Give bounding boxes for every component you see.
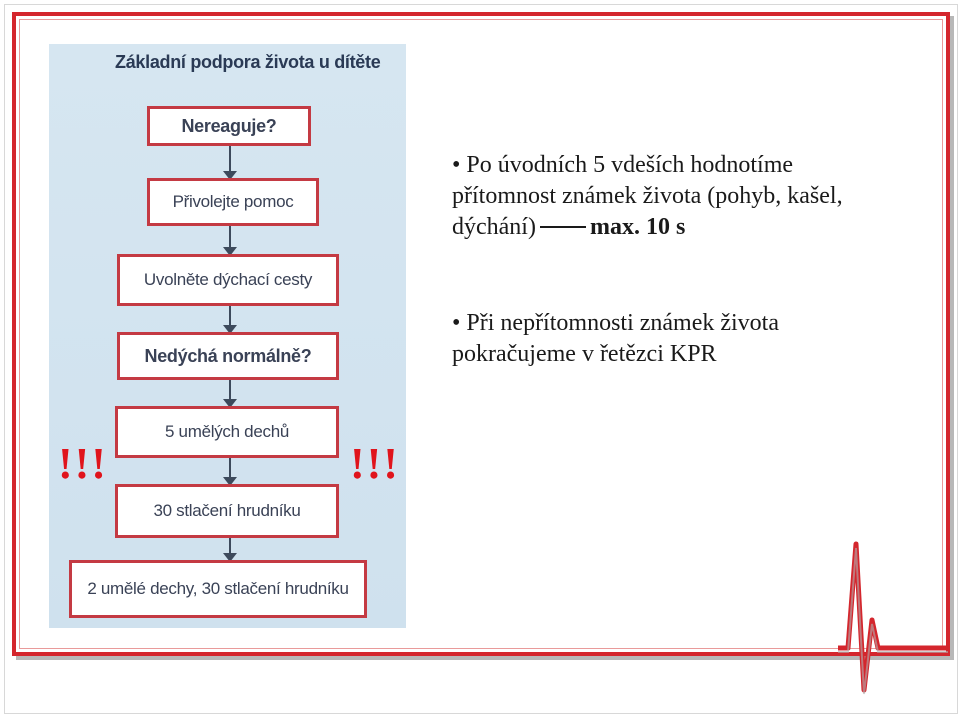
- flow-arrow: [229, 380, 231, 406]
- bullet-dot: •: [452, 310, 461, 336]
- flow-arrow: [229, 306, 231, 332]
- exclamation-left: !!!: [58, 439, 108, 488]
- step-two-breaths-thirty-compressions: 2 umělé dechy, 30 stlačení hrudníku: [69, 560, 367, 618]
- flow-arrow: [229, 538, 231, 560]
- bullet-1-text: Po úvodních 5 vdeších hodnotíme přítomnost známek života (pohyb, kašel, dýchání): [452, 152, 843, 240]
- heartbeat-line-icon: [838, 520, 948, 710]
- bullet-dot: •: [452, 152, 461, 178]
- bullet-1-emphasis: max. 10 s: [589, 214, 686, 240]
- step-not-breathing: Nedýchá normálně?: [117, 332, 339, 380]
- flow-arrow: [229, 458, 231, 484]
- flow-arrow: [229, 226, 231, 254]
- flowchart-panel: [49, 44, 406, 628]
- step-thirty-compressions: 30 stlačení hrudníku: [115, 484, 339, 538]
- flow-arrow: [229, 146, 231, 178]
- bullet-2-text: Při nepřítomnosti známek života pokračujeme v řetězci KPR: [452, 310, 780, 367]
- step-call-help: Přivolejte pomoc: [147, 178, 319, 226]
- exclamation-right: !!!: [350, 439, 400, 488]
- bullet-2: [452, 308, 892, 370]
- step-five-rescue-breaths: 5 umělých dechů: [115, 406, 339, 458]
- dash-line: [540, 226, 586, 228]
- flowchart-title: Základní podpora života u dítěte: [115, 52, 381, 72]
- bullet-1: [452, 150, 892, 243]
- step-open-airway: Uvolněte dýchací cesty: [117, 254, 339, 306]
- step-unresponsive: Nereaguje?: [147, 106, 311, 146]
